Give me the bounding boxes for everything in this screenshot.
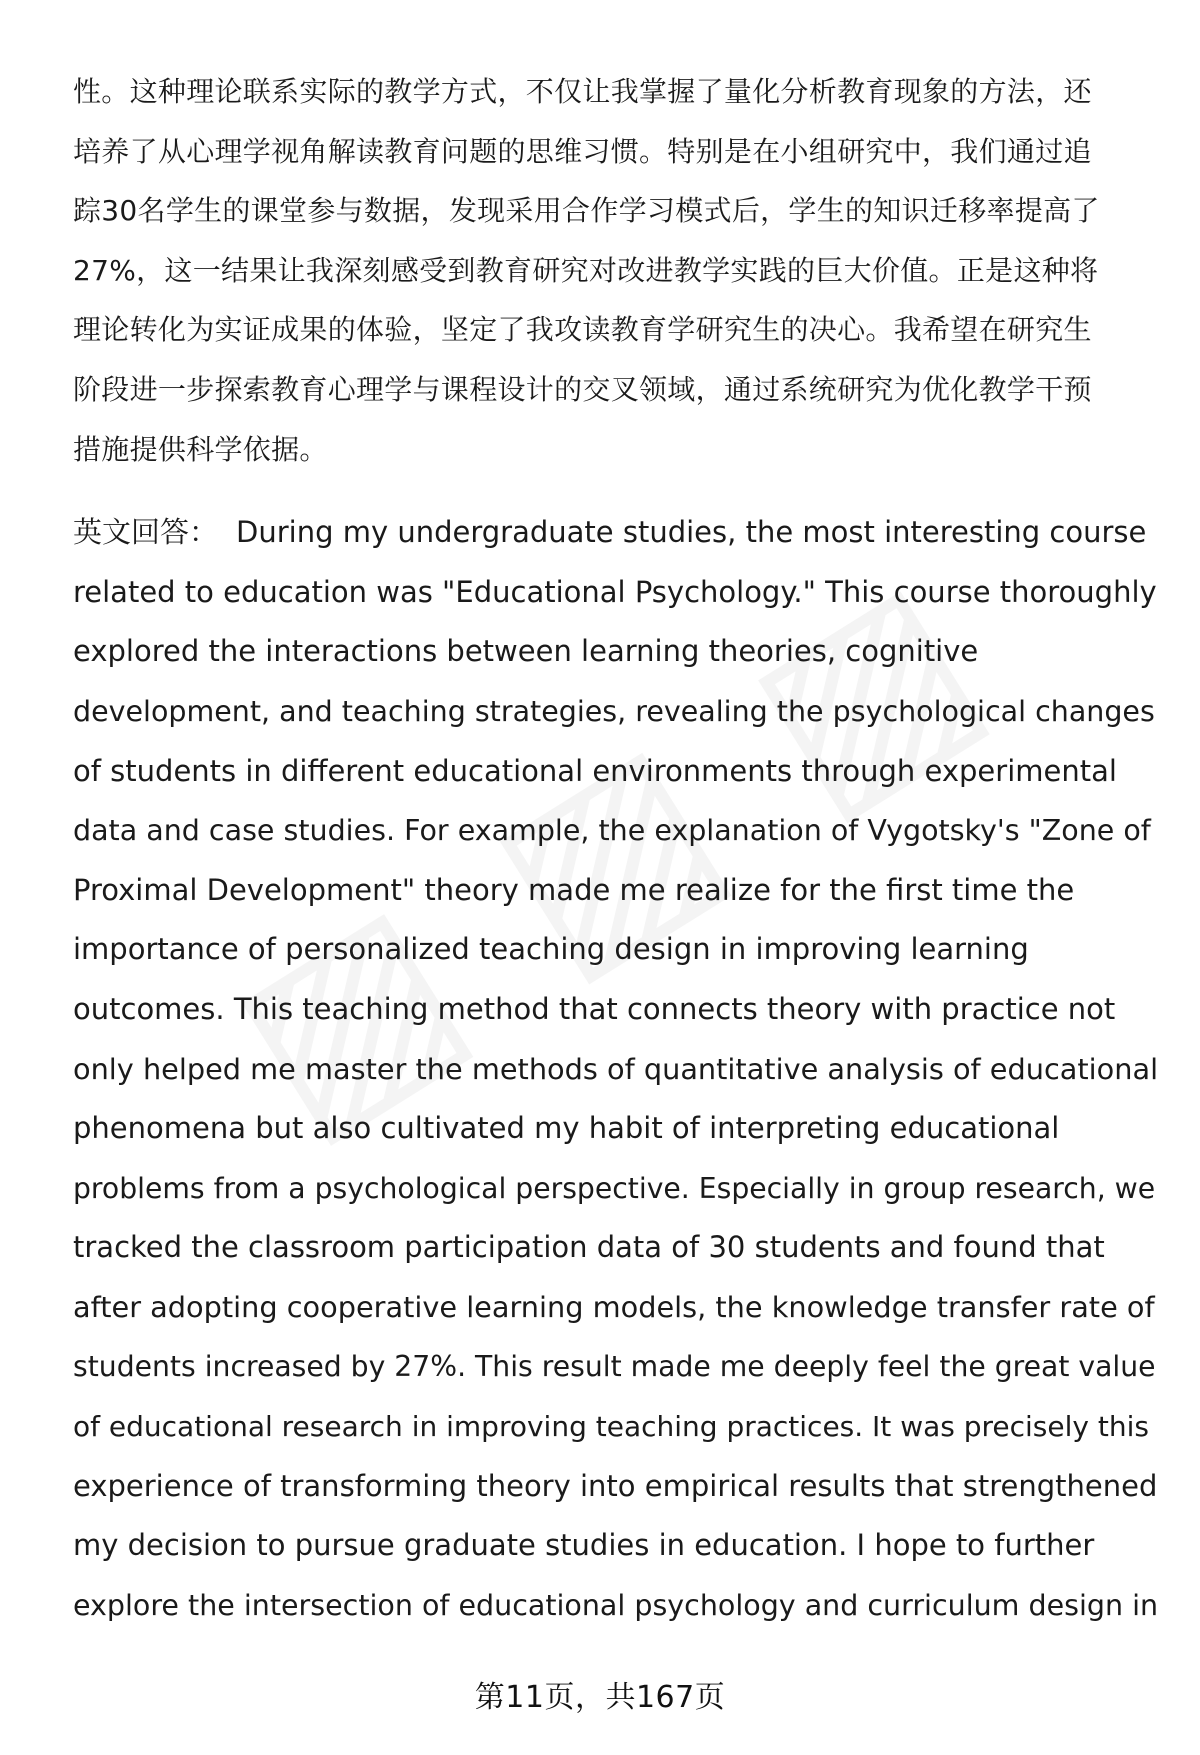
english-line: outcomes. This teaching method that connects theory with practice not [73, 991, 1116, 1026]
chinese-line: 性。这种理论联系实际的教学方式，不仅让我掌握了量化分析教育现象的方法，还 [73, 75, 1092, 108]
page-content [73, 62, 1159, 1635]
english-line: problems from a psychological perspective. Especially in group research, we [73, 1171, 1156, 1205]
chinese-paragraph [73, 62, 1153, 479]
english-line: phenomena but also cultivated my habit of interpreting educational [73, 1111, 1060, 1146]
english-first-line-text: During my undergraduate studies, the most interesting course [236, 515, 1147, 550]
chinese-line: 27%，这一结果让我深刻感受到教育研究对改进教学实践的巨大价值。正是这种将 [73, 253, 1099, 287]
english-line: tracked the classroom participation data of 30 students and found that [73, 1230, 1105, 1265]
english-answer-label: 英文回答： [73, 515, 219, 550]
english-line: explored the interactions between learning theories, cognitive [73, 634, 979, 669]
english-line: my decision to pursue graduate studies in education. I hope to further [73, 1528, 1095, 1563]
english-line: experience of transforming theory into empirical results that strengthened [73, 1468, 1158, 1503]
chinese-line: 理论转化为实证成果的体验，坚定了我攻读教育学研究生的决心。我希望在研究生 [73, 313, 1092, 347]
chinese-line: 阶段进一步探索教育心理学与课程设计的交叉领域，通过系统研究为优化教学干预 [73, 372, 1092, 406]
english-line: development, and teaching strategies, revealing the psychological changes [73, 694, 1155, 728]
english-line: importance of personalized teaching design in improving learning [73, 932, 1029, 967]
chinese-line: 培养了从心理学视角解读教育问题的思维习惯。特别是在小组研究中，我们通过追 [73, 134, 1092, 168]
chinese-line: 踪30名学生的课堂参与数据，发现采用合作学习模式后，学生的知识迁移率提高了 [73, 194, 1100, 228]
page-number-footer: 第11页，共167页 [474, 1680, 726, 1715]
english-line: related to education was "Educational Psychology." This course thoroughly [73, 574, 1157, 609]
english-line: data and case studies. For example, the explanation of Vygotsky's "Zone of [73, 814, 1151, 848]
english-line: of students in different educational environments through experimental [73, 753, 1117, 788]
english-line-first [73, 503, 1153, 563]
chinese-line: 措施提供科学依据。 [73, 432, 328, 466]
english-line: explore the intersection of educational psychology and curriculum design in [73, 1588, 1159, 1622]
english-line: only helped me master the methods of quantitative analysis of educational [73, 1051, 1159, 1086]
english-answer-paragraph [73, 503, 1159, 1635]
english-line: after adopting cooperative learning models, the knowledge transfer rate of [73, 1289, 1155, 1324]
english-line: of educational research in improving teaching practices. It was precisely this [73, 1410, 1149, 1444]
english-line: Proximal Development" theory made me realize for the first time the [73, 872, 1075, 907]
english-line: students increased by 27%. This result made me deeply feel the great value [73, 1350, 1156, 1384]
